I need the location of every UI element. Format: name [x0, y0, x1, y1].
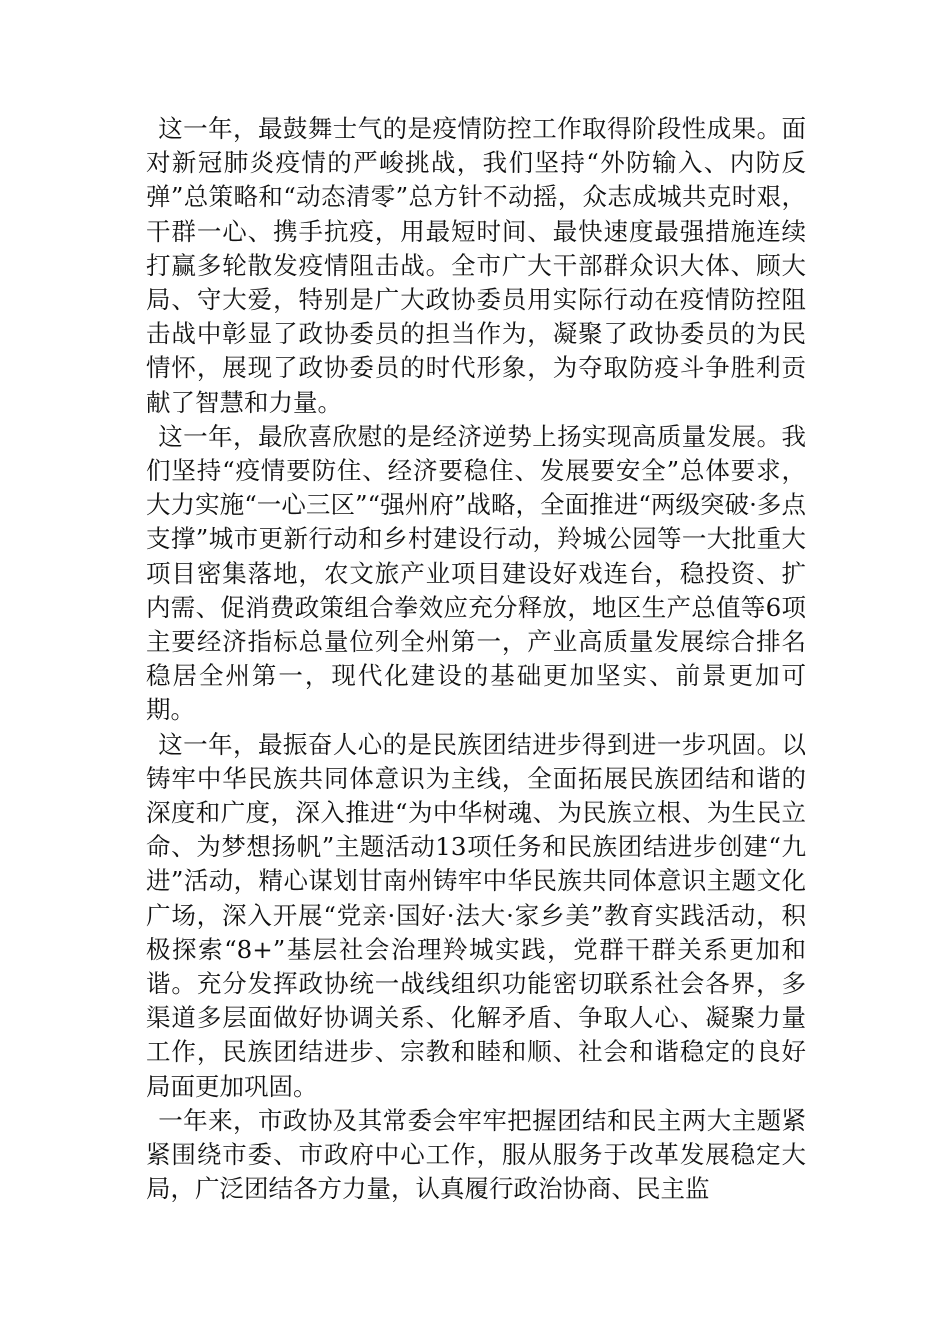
paragraph-economic-growth: 这一年，最欣喜欣慰的是经济逆势上扬实现高质量发展。我们坚持“疫情要防住、经济要稳住、发展要安全”总体要求，大力实施“一心三区”“强州府”战略，全面推进“两级突破·多点支撑”城市更新行动和乡村建设行动，羚城公园等一大批重大项目密集落地，农文旅产业项目建设好戏连台，稳投资、扩内需、促消费政策组合拳效应充分释放，地区生产总值等6项主要经济指标总量位列全州第一，产业高质量发展综合排名稳居全州第一，现代化建设的基础更加坚实、前景更加可期。 [146, 421, 806, 725]
paragraph-ethnic-unity: 这一年，最振奋人心的是民族团结进步得到进一步巩固。以铸牢中华民族共同体意识为主线，全面拓展民族团结和谐的深度和广度，深入推进“为中华树魂、为民族立根、为生民立命、为梦想扬帆”主题活动13项任务和民族团结进步创建“九进”活动，精心谋划甘南州铸牢中华民族共同体意识主题文化广场，深入开展“党亲·国好·法大·家乡美”教育实践活动，积极探索“8+”基层社会治理羚城实践，党群干群关系更加和谐。充分发挥政协统一战线组织功能密切联系社会各界，多渠道多层面做好协调关系、化解矛盾、争取人心、凝聚力量工作，民族团结进步、宗教和睦和顺、社会和谐稳定的良好局面更加巩固。 [146, 729, 806, 1101]
paragraph-epidemic-control: 这一年，最鼓舞士气的是疫情防控工作取得阶段性成果。面对新冠肺炎疫情的严峻挑战，我们坚持“外防输入、内防反弹”总策略和“动态清零”总方针不动摇，众志成城共克时艰，干群一心、携手抗疫，用最短时间、最快速度最强措施连续打赢多轮散发疫情阻击战。全市广大干部群众识大体、顾大局、守大爱，特别是广大政协委员用实际行动在疫情防控阻击战中彰显了政协委员的担当作为，凝聚了政协委员的为民情怀，展现了政协委员的时代形象，为夺取防疫斗争胜利贡献了智慧和力量。 [146, 114, 806, 417]
document-body [146, 112, 806, 1207]
paragraph-year-summary: 一年来，市政协及其常委会牢牢把握团结和民主两大主题紧紧围绕市委、市政府中心工作，服从服务于改革发展稳定大局，广泛团结各方力量，认真履行政治协商、民主监 [146, 1105, 806, 1204]
